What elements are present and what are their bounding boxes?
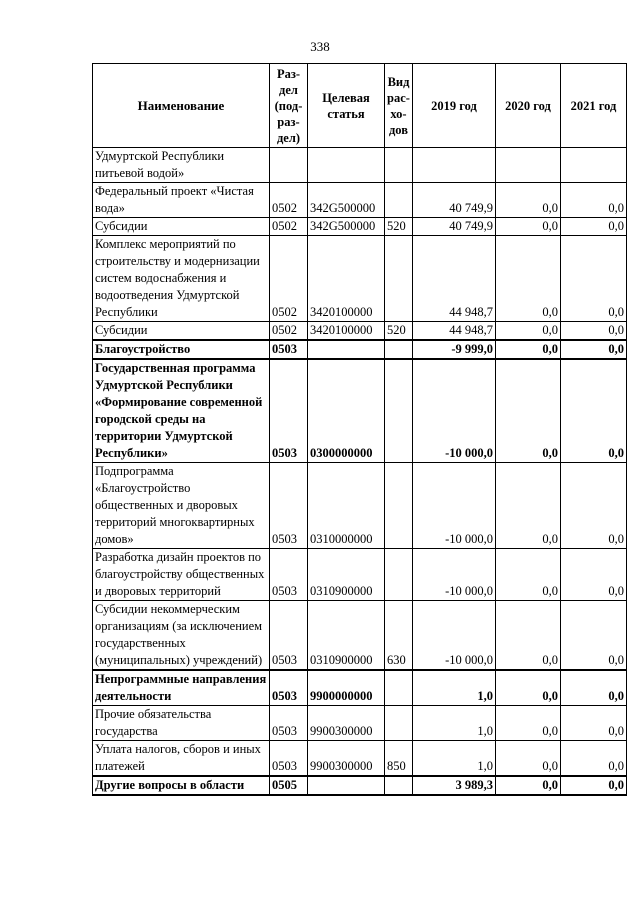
table-row	[93, 148, 627, 183]
cell-2019: 3 989,3	[413, 776, 496, 795]
table-row	[93, 549, 627, 601]
cell-2021: 0,0	[561, 359, 627, 463]
cell-2019: -10 000,0	[413, 463, 496, 549]
table-body	[93, 148, 627, 796]
cell-target	[308, 148, 385, 183]
cell-2019: -10 000,0	[413, 549, 496, 601]
table-row	[93, 322, 627, 341]
cell-section: 0503	[270, 741, 308, 777]
cell-target: 9900300000	[308, 741, 385, 777]
cell-2019: 1,0	[413, 670, 496, 706]
table-row	[93, 670, 627, 706]
header-section: Раз- дел (под- раз- дел)	[270, 64, 308, 148]
cell-2021: 0,0	[561, 340, 627, 359]
cell-target: 9900300000	[308, 706, 385, 741]
cell-2020: 0,0	[496, 183, 561, 218]
cell-2020: 0,0	[496, 549, 561, 601]
cell-target: 342G500000	[308, 183, 385, 218]
table-row	[93, 359, 627, 463]
cell-section: 0503	[270, 549, 308, 601]
cell-name: Другие вопросы в области	[93, 776, 270, 795]
cell-target: 0300000000	[308, 359, 385, 463]
cell-2020: 0,0	[496, 706, 561, 741]
cell-2019: 1,0	[413, 706, 496, 741]
header-2019: 2019 год	[413, 64, 496, 148]
cell-expense-type	[385, 183, 413, 218]
cell-2019: -10 000,0	[413, 359, 496, 463]
cell-2019: 44 948,7	[413, 236, 496, 322]
table-row	[93, 463, 627, 549]
cell-2020	[496, 148, 561, 183]
cell-name: Субсидии	[93, 322, 270, 341]
cell-name: Разработка дизайн проектов по благоустройству общественных и дворовых территорий	[93, 549, 270, 601]
cell-name: Непрограммные направления деятельности	[93, 670, 270, 706]
table-row	[93, 218, 627, 236]
cell-2020: 0,0	[496, 741, 561, 777]
cell-name: Удмуртской Республики питьевой водой»	[93, 148, 270, 183]
cell-name: Субсидии	[93, 218, 270, 236]
cell-expense-type	[385, 706, 413, 741]
cell-2020: 0,0	[496, 236, 561, 322]
cell-name: Федеральный проект «Чистая вода»	[93, 183, 270, 218]
cell-2020: 0,0	[496, 322, 561, 341]
cell-section: 0503	[270, 706, 308, 741]
cell-target: 0310900000	[308, 549, 385, 601]
cell-target: 3420100000	[308, 236, 385, 322]
cell-2020: 0,0	[496, 601, 561, 671]
cell-name: Комплекс мероприятий по строительству и модернизации систем водоснабжения и водоотведения Удмуртской Республики	[93, 236, 270, 322]
table-row	[93, 340, 627, 359]
cell-2019: 1,0	[413, 741, 496, 777]
cell-2021: 0,0	[561, 601, 627, 671]
cell-section	[270, 148, 308, 183]
cell-expense-type	[385, 236, 413, 322]
cell-2020: 0,0	[496, 359, 561, 463]
cell-name: Субсидии некоммерческим организациям (за исключением государственных (муниципальных) учреждений)	[93, 601, 270, 671]
cell-target: 0310000000	[308, 463, 385, 549]
cell-target: 3420100000	[308, 322, 385, 341]
cell-name: Подпрограмма «Благоустройство общественных и дворовых территорий многоквартирных домов»	[93, 463, 270, 549]
header-2021: 2021 год	[561, 64, 627, 148]
cell-expense-type: 520	[385, 218, 413, 236]
cell-section: 0503	[270, 601, 308, 671]
cell-2020: 0,0	[496, 670, 561, 706]
cell-target	[308, 776, 385, 795]
cell-2021: 0,0	[561, 670, 627, 706]
cell-target: 342G500000	[308, 218, 385, 236]
cell-2021: 0,0	[561, 706, 627, 741]
cell-2021	[561, 148, 627, 183]
cell-expense-type	[385, 463, 413, 549]
cell-2020: 0,0	[496, 776, 561, 795]
table-row	[93, 741, 627, 777]
cell-expense-type	[385, 148, 413, 183]
cell-section: 0502	[270, 322, 308, 341]
cell-target: 9900000000	[308, 670, 385, 706]
table-row	[93, 601, 627, 671]
cell-expense-type	[385, 549, 413, 601]
cell-section: 0503	[270, 340, 308, 359]
header-2020: 2020 год	[496, 64, 561, 148]
cell-expense-type: 520	[385, 322, 413, 341]
cell-section: 0502	[270, 218, 308, 236]
cell-2019: 40 749,9	[413, 218, 496, 236]
cell-expense-type	[385, 359, 413, 463]
cell-2021: 0,0	[561, 463, 627, 549]
cell-section: 0503	[270, 670, 308, 706]
cell-2021: 0,0	[561, 218, 627, 236]
cell-section: 0502	[270, 236, 308, 322]
cell-2019: 44 948,7	[413, 322, 496, 341]
header-name: Наименование	[93, 64, 270, 148]
cell-2021: 0,0	[561, 549, 627, 601]
cell-name: Прочие обязательства государства	[93, 706, 270, 741]
page-number: 338	[310, 39, 330, 54]
cell-section: 0502	[270, 183, 308, 218]
cell-2019	[413, 148, 496, 183]
cell-2019: 40 749,9	[413, 183, 496, 218]
cell-2019: -9 999,0	[413, 340, 496, 359]
cell-name: Благоустройство	[93, 340, 270, 359]
cell-2021: 0,0	[561, 236, 627, 322]
cell-expense-type	[385, 776, 413, 795]
table-row	[93, 776, 627, 795]
header-target: Целевая статья	[308, 64, 385, 148]
cell-expense-type	[385, 340, 413, 359]
cell-expense-type: 850	[385, 741, 413, 777]
table-row	[93, 706, 627, 741]
cell-2020: 0,0	[496, 463, 561, 549]
cell-2021: 0,0	[561, 741, 627, 777]
cell-2019: -10 000,0	[413, 601, 496, 671]
cell-section: 0505	[270, 776, 308, 795]
cell-expense-type: 630	[385, 601, 413, 671]
cell-2020: 0,0	[496, 340, 561, 359]
header-row	[93, 64, 627, 148]
cell-target	[308, 340, 385, 359]
cell-section: 0503	[270, 359, 308, 463]
cell-name: Государственная программа Удмуртской Республики «Формирование современной городской среды на территории Удмуртской Республики»	[93, 359, 270, 463]
cell-2021: 0,0	[561, 183, 627, 218]
table-row	[93, 183, 627, 218]
cell-section: 0503	[270, 463, 308, 549]
cell-target: 0310900000	[308, 601, 385, 671]
cell-2021: 0,0	[561, 322, 627, 341]
cell-2021: 0,0	[561, 776, 627, 795]
header-expense-type: Вид рас- хо- дов	[385, 64, 413, 148]
cell-2020: 0,0	[496, 218, 561, 236]
cell-name: Уплата налогов, сборов и иных платежей	[93, 741, 270, 777]
cell-expense-type	[385, 670, 413, 706]
table-row	[93, 236, 627, 322]
budget-table	[92, 63, 627, 796]
